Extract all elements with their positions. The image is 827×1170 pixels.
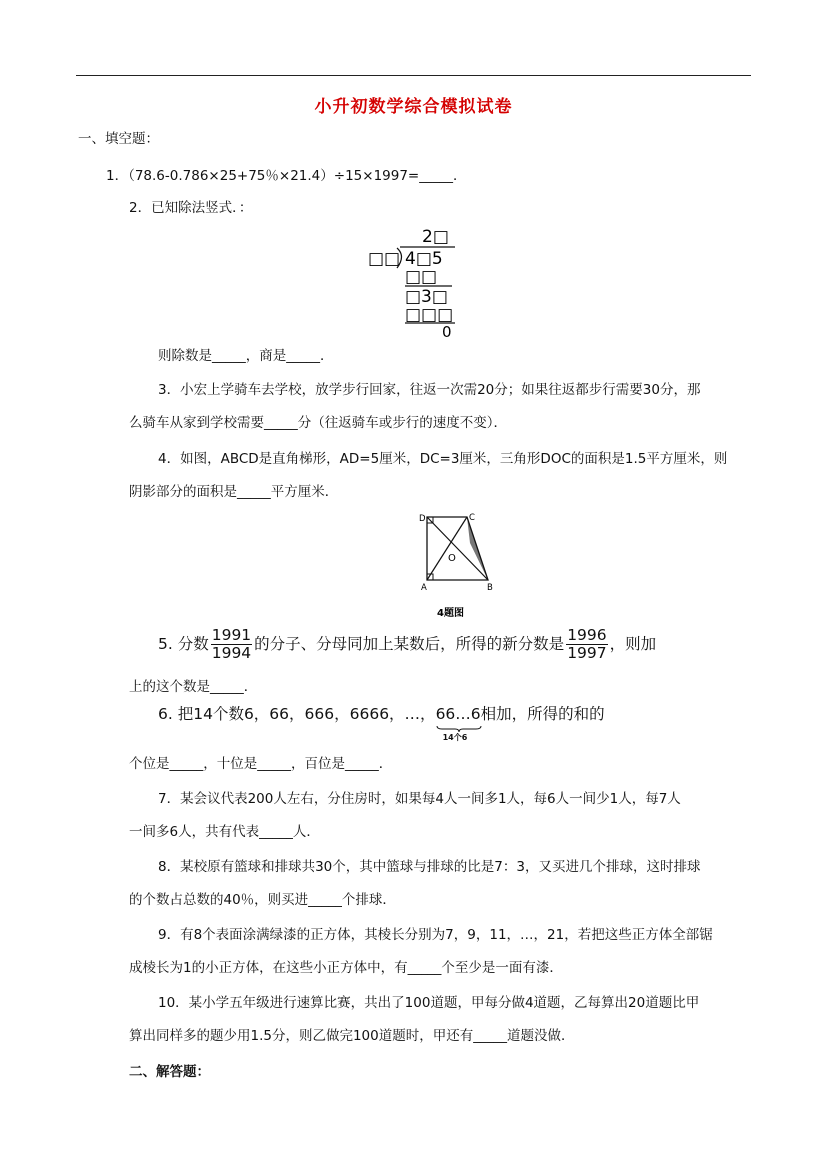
section-solutions: 二、解答题：: [129, 1064, 210, 1080]
fraction-1996-1997: [566, 627, 607, 662]
question-8-line-2: 的个数占总数的40％，则买进_____个排球．: [129, 892, 396, 908]
question-5-suffix: ，则加: [609, 635, 657, 653]
question-6-prefix: 6. 把14个数6，66，666，6666，…，: [158, 705, 436, 723]
trapezoid-figure: [418, 510, 498, 622]
question-2: 2．已知除法竖式．：: [129, 200, 253, 216]
question-9-line-1: 9．有8个表面涂满绿漆的正方体，其棱长分别为7，9，11，…，21，若把这些正方体全部锯: [158, 927, 713, 943]
question-6-line-2: 个位是_____，十位是_____，百位是_____．: [129, 756, 393, 772]
division-row2: □3□: [405, 287, 448, 307]
page-title: 小升初数学综合模拟试卷: [314, 97, 513, 117]
question-4-line-1: 4．如图，ABCD是直角梯形，AD=5厘米，DC=3厘米，三角形DOC的面积是1.5平方厘米，则: [158, 451, 728, 467]
division-row1: □□: [405, 267, 438, 287]
section-fill-in: 一、填空题：: [78, 131, 159, 147]
fraction-2-denominator: 1997: [567, 644, 607, 662]
fraction-1-numerator: 1991: [211, 626, 252, 644]
division-divisor: □□: [368, 249, 401, 269]
question-6-brace-text: 66…6: [435, 705, 481, 723]
question-2-answer: 则除数是_____，商是_____．: [158, 348, 334, 364]
underbrace: [436, 725, 482, 733]
question-10-line-2: 算出同样多的题少用1.5分，则乙做完100道题时，甲还有_____道题没做．: [129, 1028, 575, 1044]
question-8-line-1: 8．某校原有篮球和排球共30个，其中篮球与排球的比是7：3，又买进几个排球，这时排球: [158, 859, 701, 875]
question-7-line-1: 7．某会议代表200人左右，分住房时，如果每4人一间多1人，每6人一间少1人，每7人: [158, 791, 681, 807]
question-1: 1．（78.6-0.786×25+75％×21.4）÷15×1997=_____．: [106, 168, 467, 184]
diagonal-DB: [427, 517, 488, 580]
question-7-line-2: 一间多6人，共有代表_____人．: [129, 824, 320, 840]
question-6-brace-term: [435, 704, 481, 742]
question-10-line-1: 10．某小学五年级进行速算比赛，共出了100道题，甲每分做4道题，乙每算出20道题比甲: [158, 995, 700, 1011]
fraction-1991-1994: [211, 627, 252, 662]
figure-caption: 4题图: [437, 608, 464, 619]
underbrace-label: 14个6: [442, 733, 468, 742]
division-dividend: 4□5: [405, 249, 443, 269]
division-figure: [360, 224, 470, 342]
division-quotient: 2□: [422, 227, 449, 247]
label-A: A: [421, 583, 427, 593]
question-9-line-2: 成棱长为1的小正方体，在这些小正方体中，有_____个至少是一面有漆．: [129, 960, 563, 976]
label-D: D: [419, 514, 426, 524]
fraction-1-denominator: 1994: [211, 644, 252, 662]
question-3-line-2: 么骑车从家到学校需要_____分（往返骑车或步行的速度不变）．: [129, 415, 507, 431]
label-O: O: [448, 553, 456, 564]
header-rule: [76, 75, 751, 76]
fraction-2-numerator: 1996: [567, 626, 607, 644]
division-row3: □□□: [405, 305, 454, 325]
question-5-line-1: [158, 626, 656, 662]
question-6-line-1: [158, 704, 605, 742]
question-5-prefix: 5. 分数: [158, 635, 209, 653]
question-3-line-1: 3．小宏上学骑车去学校，放学步行回家，往返一次需20分；如果往返都步行需要30分，那: [158, 382, 701, 398]
question-5-line-2: 上的这个数是_____．: [129, 679, 258, 695]
question-4-line-2: 阴影部分的面积是_____平方厘米．: [129, 484, 339, 500]
question-6-suffix: 相加，所得的和的: [480, 705, 605, 723]
division-remainder: 0: [442, 323, 452, 341]
label-B: B: [487, 583, 493, 593]
diagonal-AC: [427, 517, 467, 580]
label-C: C: [469, 513, 475, 523]
question-5-middle: 的分子、分母同加上某数后，所得的新分数是: [254, 635, 565, 653]
